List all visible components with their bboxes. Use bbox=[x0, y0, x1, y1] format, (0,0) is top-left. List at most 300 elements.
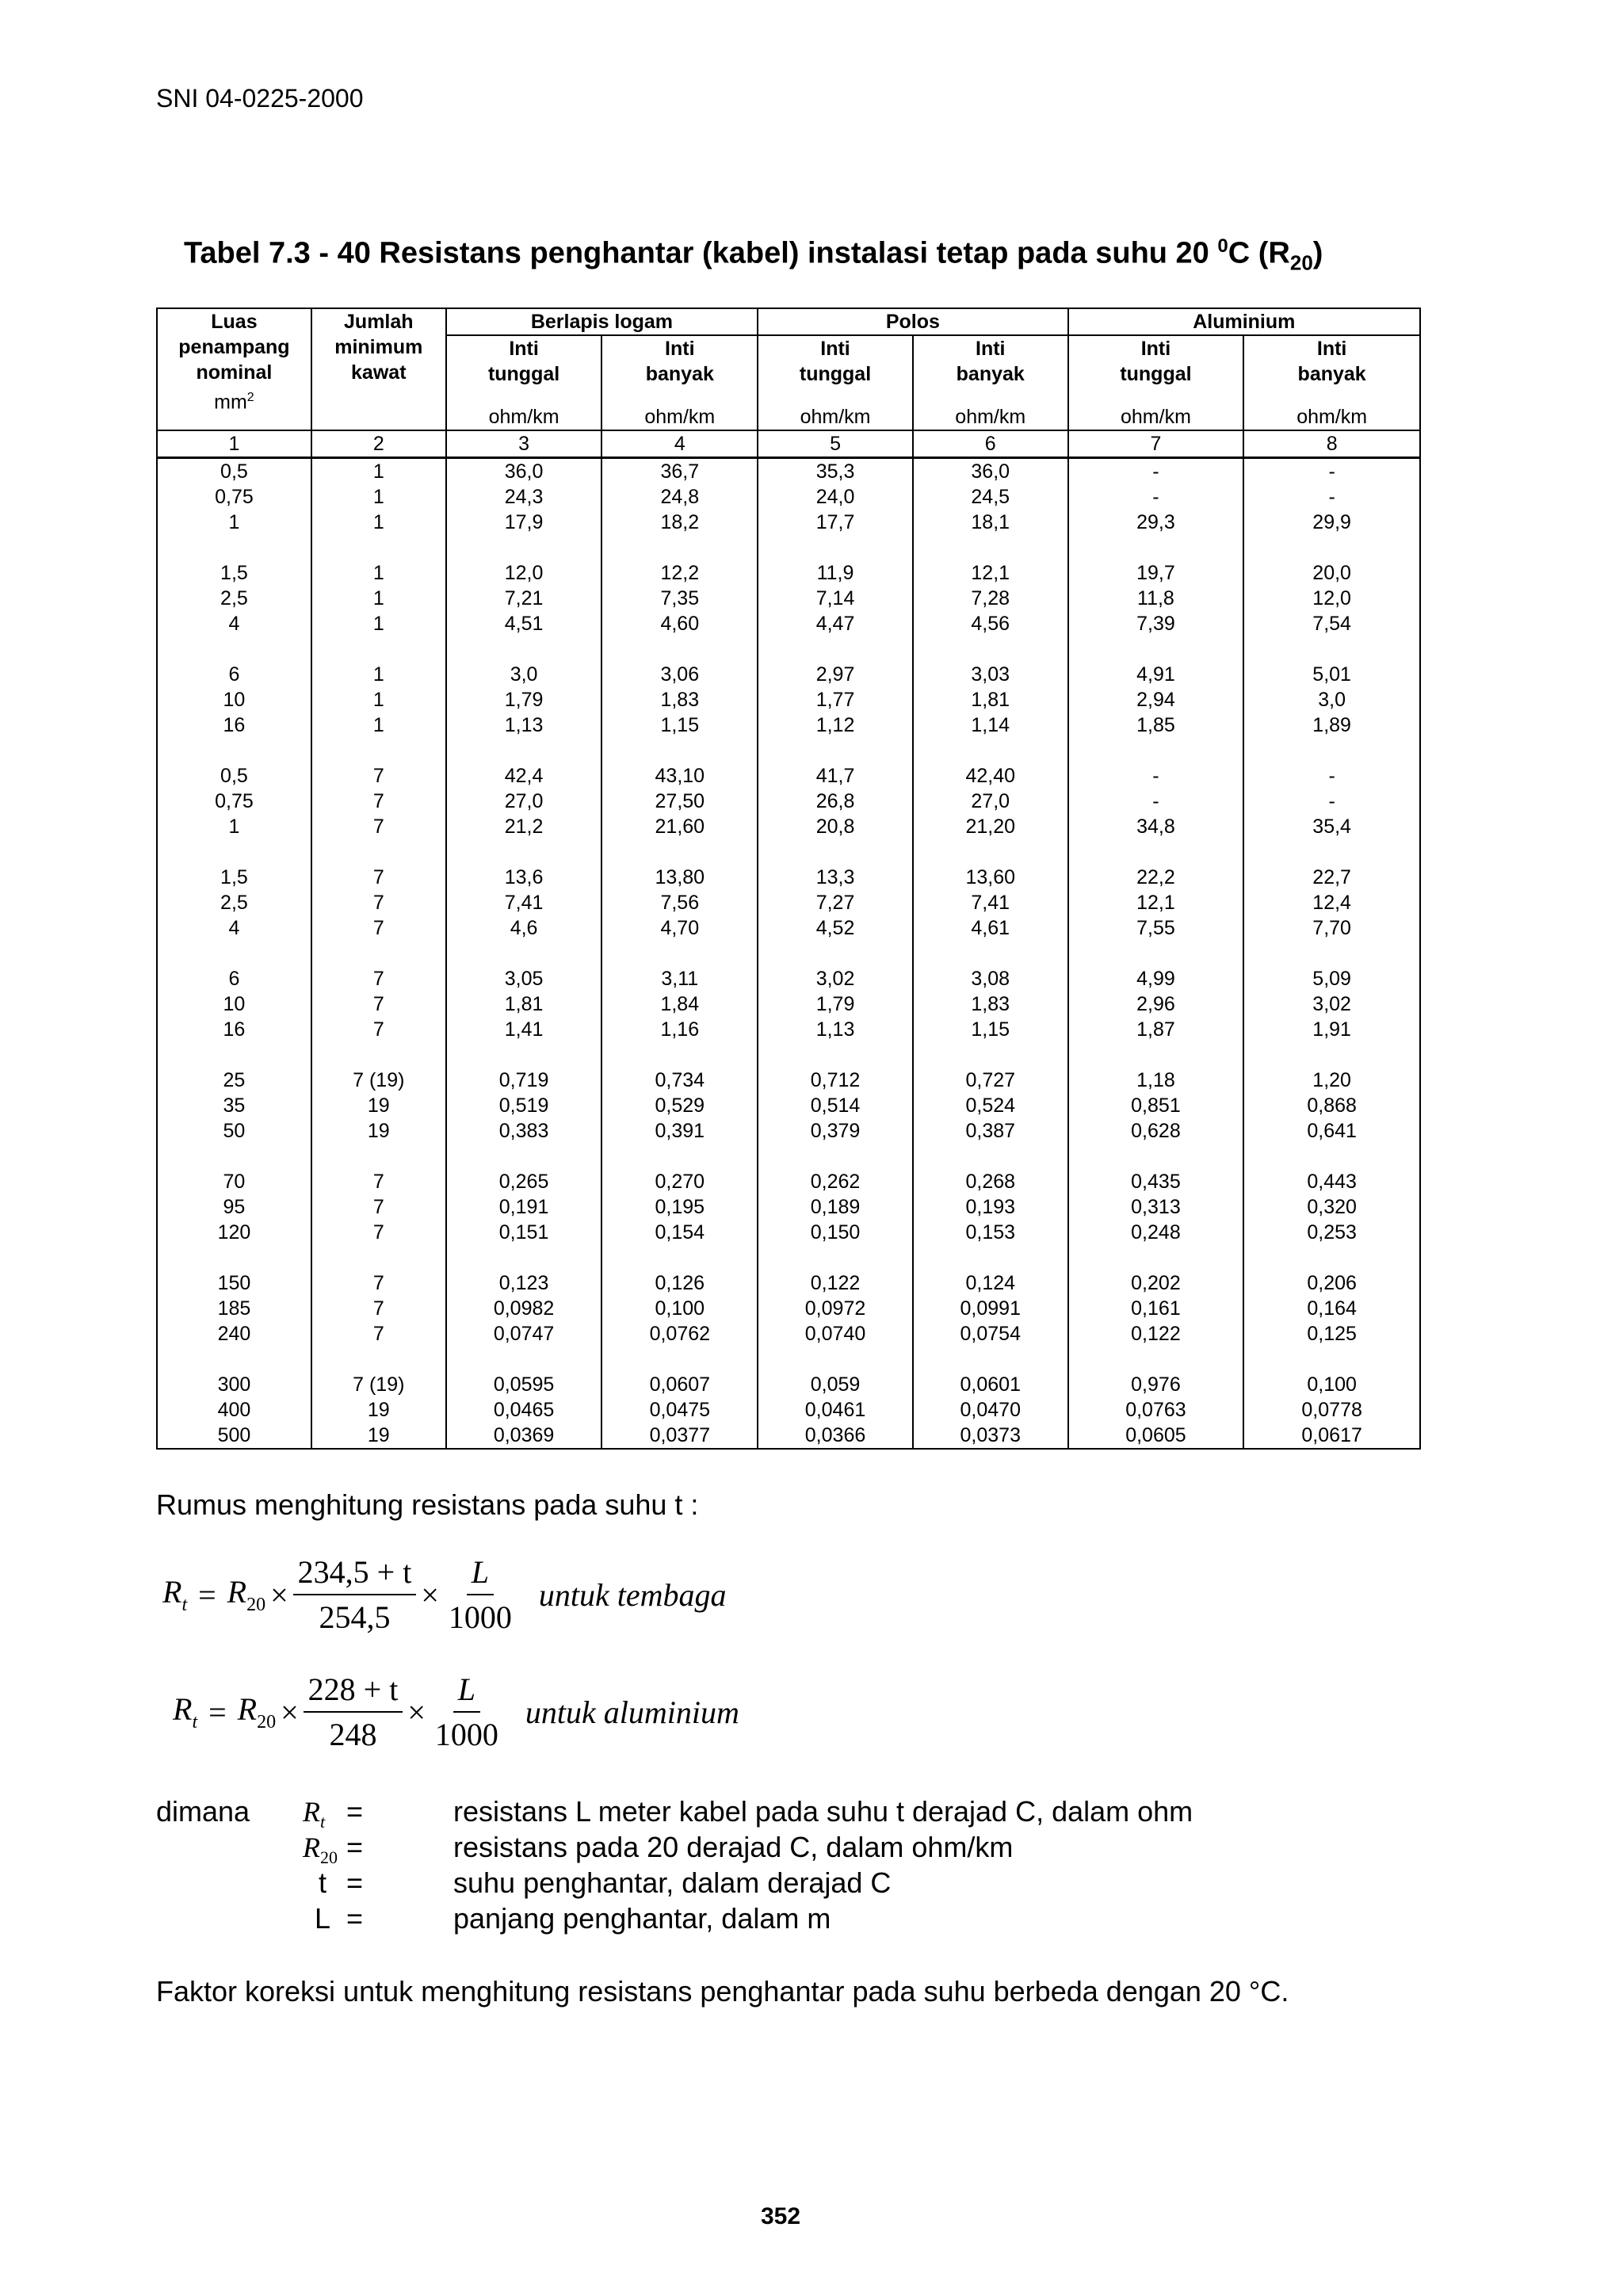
def-text-rt: resistans L meter kabel pada suhu t derajad C, dalam ohm bbox=[453, 1795, 1193, 1828]
spacer-cell bbox=[1243, 535, 1420, 560]
table-row bbox=[157, 865, 1420, 890]
def-equals: = bbox=[346, 1831, 364, 1863]
table-cell: 0,059 bbox=[758, 1372, 913, 1397]
spacer-cell bbox=[311, 941, 446, 966]
table-cell: 0,379 bbox=[758, 1118, 913, 1144]
definitions-label: dimana bbox=[156, 1795, 250, 1828]
resistance-table bbox=[156, 308, 1421, 1450]
table-cell: 4,91 bbox=[1068, 662, 1244, 687]
spacer-cell bbox=[601, 1245, 758, 1270]
group-spacer-row bbox=[157, 1245, 1420, 1270]
table-row bbox=[157, 1194, 1420, 1220]
colnum-1: 1 bbox=[157, 430, 311, 458]
table-cell: 0,0366 bbox=[758, 1423, 913, 1449]
table-cell: 4,70 bbox=[601, 915, 758, 941]
table-cell: 36,0 bbox=[446, 458, 602, 485]
header-luas bbox=[157, 308, 311, 430]
table-cell: 150 bbox=[157, 1270, 311, 1296]
spacer-cell bbox=[311, 1042, 446, 1068]
table-cell: 18,2 bbox=[601, 510, 758, 535]
table-cell: 7,27 bbox=[758, 890, 913, 915]
spacer-cell bbox=[758, 839, 913, 865]
formula-intro: Rumus menghitung resistans pada suhu t : bbox=[156, 1488, 699, 1521]
f1-num1: 234,5 + t bbox=[293, 1553, 417, 1595]
table-cell: 0,122 bbox=[758, 1270, 913, 1296]
table-cell: 27,0 bbox=[446, 789, 602, 814]
spacer-cell bbox=[601, 941, 758, 966]
table-cell: 29,9 bbox=[1243, 510, 1420, 535]
table-cell: 36,0 bbox=[913, 458, 1068, 485]
table-cell: 20,8 bbox=[758, 814, 913, 839]
spacer-cell bbox=[913, 1245, 1068, 1270]
f1-frac2 bbox=[444, 1553, 517, 1636]
table-cell: 12,1 bbox=[1068, 890, 1244, 915]
spacer-cell bbox=[1243, 1347, 1420, 1372]
formula-copper bbox=[162, 1553, 727, 1636]
table-row bbox=[157, 1270, 1420, 1296]
group-spacer-row bbox=[157, 1144, 1420, 1169]
table-cell: 4 bbox=[157, 611, 311, 636]
table-cell: 7,56 bbox=[601, 890, 758, 915]
table-cell: 0,313 bbox=[1068, 1194, 1244, 1220]
table-cell: 21,20 bbox=[913, 814, 1068, 839]
spacer-cell bbox=[157, 738, 311, 763]
header-jumlah-line1: Jumlah bbox=[344, 311, 414, 333]
table-cell: 7 bbox=[311, 789, 446, 814]
table-cell: 0,383 bbox=[446, 1118, 602, 1144]
table-cell: 11,8 bbox=[1068, 586, 1244, 611]
banyak-label: banyak bbox=[1297, 363, 1366, 385]
colnum-3: 3 bbox=[446, 430, 602, 458]
table-cell: - bbox=[1243, 484, 1420, 510]
table-row bbox=[157, 484, 1420, 510]
table-cell: 26,8 bbox=[758, 789, 913, 814]
table-row bbox=[157, 1118, 1420, 1144]
unit-col5: ohm/km bbox=[758, 404, 913, 430]
spacer-cell bbox=[758, 1245, 913, 1270]
table-cell: 7 bbox=[311, 915, 446, 941]
table-cell: 0,5 bbox=[157, 763, 311, 789]
table-cell: 3,02 bbox=[758, 966, 913, 991]
table-cell: 0,206 bbox=[1243, 1270, 1420, 1296]
table-cell: 3,08 bbox=[913, 966, 1068, 991]
spacer-cell bbox=[758, 1042, 913, 1068]
table-cell: 0,0475 bbox=[601, 1397, 758, 1423]
header-jumlah-line3: kawat bbox=[351, 361, 407, 384]
unit-col7: ohm/km bbox=[1068, 404, 1244, 430]
f2-r20 bbox=[238, 1690, 276, 1733]
table-cell: 11,9 bbox=[758, 560, 913, 586]
header-aluminium: Aluminium bbox=[1068, 308, 1420, 335]
f1-R: R bbox=[162, 1574, 182, 1610]
table-cell: 7,41 bbox=[913, 890, 1068, 915]
table-cell: 0,0605 bbox=[1068, 1423, 1244, 1449]
spacer-cell bbox=[446, 738, 602, 763]
f1-den1: 254,5 bbox=[319, 1599, 391, 1635]
table-cell: 0,628 bbox=[1068, 1118, 1244, 1144]
table-cell: 2,5 bbox=[157, 586, 311, 611]
table-cell: 1,77 bbox=[758, 687, 913, 712]
formula-aluminium bbox=[173, 1671, 739, 1753]
table-cell: 3,06 bbox=[601, 662, 758, 687]
table-cell: 7 bbox=[311, 991, 446, 1017]
inti-label: Inti bbox=[976, 338, 1006, 360]
table-cell: 16 bbox=[157, 712, 311, 738]
table-cell: 0,435 bbox=[1068, 1169, 1244, 1194]
table-cell: 0,734 bbox=[601, 1068, 758, 1093]
f2-equals: = bbox=[208, 1694, 227, 1730]
table-cell: 0,712 bbox=[758, 1068, 913, 1093]
table-row bbox=[157, 1423, 1420, 1449]
table-cell: 0,0595 bbox=[446, 1372, 602, 1397]
table-cell: 7 bbox=[311, 1194, 446, 1220]
header-col3 bbox=[446, 335, 602, 404]
unit-col6: ohm/km bbox=[913, 404, 1068, 430]
spacer-cell bbox=[913, 1144, 1068, 1169]
table-cell: 7,21 bbox=[446, 586, 602, 611]
table-cell: 43,10 bbox=[601, 763, 758, 789]
table-cell: 1,14 bbox=[913, 712, 1068, 738]
table-cell: 1,81 bbox=[913, 687, 1068, 712]
table-cell: 27,0 bbox=[913, 789, 1068, 814]
table-cell: 7,70 bbox=[1243, 915, 1420, 941]
table-cell: 1,83 bbox=[601, 687, 758, 712]
def-equals: = bbox=[346, 1902, 364, 1935]
table-cell: 34,8 bbox=[1068, 814, 1244, 839]
table-cell: 7 bbox=[311, 763, 446, 789]
table-cell: 2,94 bbox=[1068, 687, 1244, 712]
def-text-r20: resistans pada 20 derajad C, dalam ohm/km bbox=[453, 1831, 1014, 1863]
table-row bbox=[157, 560, 1420, 586]
table-cell: 41,7 bbox=[758, 763, 913, 789]
table-row bbox=[157, 1169, 1420, 1194]
table-cell: 18,1 bbox=[913, 510, 1068, 535]
spacer-cell bbox=[1243, 1144, 1420, 1169]
spacer-cell bbox=[446, 1144, 602, 1169]
f2-R20-R: R bbox=[237, 1691, 258, 1727]
f2-den1: 248 bbox=[329, 1717, 377, 1752]
spacer-cell bbox=[157, 1042, 311, 1068]
title-degree: 0 bbox=[1217, 235, 1228, 257]
table-cell: 4,47 bbox=[758, 611, 913, 636]
table-cell: 24,5 bbox=[913, 484, 1068, 510]
table-row bbox=[157, 1220, 1420, 1245]
table-cell: 1 bbox=[157, 814, 311, 839]
table-cell: 0,154 bbox=[601, 1220, 758, 1245]
table-cell: 1,89 bbox=[1243, 712, 1420, 738]
table-cell: 4,52 bbox=[758, 915, 913, 941]
table-cell: 7 bbox=[311, 1296, 446, 1321]
f2-num1: 228 + t bbox=[304, 1671, 403, 1713]
table-cell: 19 bbox=[311, 1118, 446, 1144]
f2-num2: L bbox=[453, 1671, 480, 1713]
table-cell: 6 bbox=[157, 662, 311, 687]
f2-times2: × bbox=[407, 1694, 426, 1730]
correction-factor-note: Faktor koreksi untuk menghitung resistans penghantar pada suhu berbeda dengan 20 °C. bbox=[156, 1975, 1289, 2008]
def-sym-R: R bbox=[303, 1796, 320, 1828]
table-cell: 0,248 bbox=[1068, 1220, 1244, 1245]
spacer-cell bbox=[311, 839, 446, 865]
def-sym-R: R bbox=[303, 1832, 320, 1863]
spacer-cell bbox=[311, 1245, 446, 1270]
inti-label: Inti bbox=[509, 338, 539, 360]
table-cell: 12,4 bbox=[1243, 890, 1420, 915]
group-spacer-row bbox=[157, 1042, 1420, 1068]
table-cell: 29,3 bbox=[1068, 510, 1244, 535]
tunggal-label: tunggal bbox=[799, 363, 872, 385]
table-cell: 0,262 bbox=[758, 1169, 913, 1194]
spacer-cell bbox=[758, 941, 913, 966]
spacer-cell bbox=[446, 1347, 602, 1372]
table-cell: 0,195 bbox=[601, 1194, 758, 1220]
spacer-cell bbox=[758, 636, 913, 662]
table-cell: 10 bbox=[157, 991, 311, 1017]
table-cell: 50 bbox=[157, 1118, 311, 1144]
f1-equals: = bbox=[198, 1576, 216, 1613]
table-cell: 1 bbox=[157, 510, 311, 535]
table-row bbox=[157, 915, 1420, 941]
spacer-cell bbox=[1068, 839, 1244, 865]
table-cell: 22,7 bbox=[1243, 865, 1420, 890]
table-cell: 185 bbox=[157, 1296, 311, 1321]
spacer-cell bbox=[311, 636, 446, 662]
spacer-cell bbox=[311, 535, 446, 560]
table-cell: 24,3 bbox=[446, 484, 602, 510]
colnum-5: 5 bbox=[758, 430, 913, 458]
table-cell: 42,40 bbox=[913, 763, 1068, 789]
spacer-cell bbox=[913, 738, 1068, 763]
table-row bbox=[157, 1017, 1420, 1042]
table-row bbox=[157, 586, 1420, 611]
table-cell: 0,320 bbox=[1243, 1194, 1420, 1220]
table-cell: 1 bbox=[311, 687, 446, 712]
def-equals: = bbox=[346, 1866, 364, 1899]
table-cell: 120 bbox=[157, 1220, 311, 1245]
table-cell: 0,161 bbox=[1068, 1296, 1244, 1321]
table-cell: 0,868 bbox=[1243, 1093, 1420, 1118]
table-cell: 35 bbox=[157, 1093, 311, 1118]
header-berlapis-logam: Berlapis logam bbox=[446, 308, 758, 335]
inti-label: Inti bbox=[1140, 338, 1171, 360]
inti-label: Inti bbox=[665, 338, 695, 360]
table-cell: - bbox=[1243, 458, 1420, 485]
table-cell: 19 bbox=[311, 1093, 446, 1118]
spacer-cell bbox=[913, 839, 1068, 865]
table-cell: 0,191 bbox=[446, 1194, 602, 1220]
table-cell: 0,0601 bbox=[913, 1372, 1068, 1397]
table-cell: 13,3 bbox=[758, 865, 913, 890]
table-cell: 0,851 bbox=[1068, 1093, 1244, 1118]
table-cell: 7,14 bbox=[758, 586, 913, 611]
def-text-l: panjang penghantar, dalam m bbox=[453, 1902, 831, 1935]
table-cell: 1,91 bbox=[1243, 1017, 1420, 1042]
table-cell: 4 bbox=[157, 915, 311, 941]
table-cell: 1 bbox=[311, 611, 446, 636]
table-cell: 1,15 bbox=[913, 1017, 1068, 1042]
table-cell: 7 bbox=[311, 1270, 446, 1296]
table-cell: 3,11 bbox=[601, 966, 758, 991]
table-cell: 0,529 bbox=[601, 1093, 758, 1118]
header-col4 bbox=[601, 335, 758, 404]
table-cell: 400 bbox=[157, 1397, 311, 1423]
spacer-cell bbox=[1068, 941, 1244, 966]
table-cell: 1,5 bbox=[157, 560, 311, 586]
table-cell: 0,0762 bbox=[601, 1321, 758, 1347]
group-spacer-row bbox=[157, 636, 1420, 662]
spacer-cell bbox=[913, 636, 1068, 662]
table-cell: 4,61 bbox=[913, 915, 1068, 941]
table-cell: 7 bbox=[311, 1169, 446, 1194]
spacer-cell bbox=[601, 839, 758, 865]
table-row bbox=[157, 458, 1420, 485]
table-cell: 5,09 bbox=[1243, 966, 1420, 991]
table-cell: 240 bbox=[157, 1321, 311, 1347]
inti-label: Inti bbox=[820, 338, 850, 360]
table-cell: 13,60 bbox=[913, 865, 1068, 890]
table-row bbox=[157, 1372, 1420, 1397]
table-cell: 7,35 bbox=[601, 586, 758, 611]
table-cell: - bbox=[1068, 789, 1244, 814]
table-cell: 1 bbox=[311, 662, 446, 687]
f1-R20-sub: 20 bbox=[246, 1595, 266, 1615]
group-spacer-row bbox=[157, 1347, 1420, 1372]
tunggal-label: tunggal bbox=[1120, 363, 1192, 385]
spacer-cell bbox=[601, 636, 758, 662]
table-row bbox=[157, 687, 1420, 712]
table-cell: 0,100 bbox=[601, 1296, 758, 1321]
unit-col3: ohm/km bbox=[446, 404, 602, 430]
spacer-cell bbox=[913, 1347, 1068, 1372]
table-cell: 1,12 bbox=[758, 712, 913, 738]
spacer-cell bbox=[1243, 1042, 1420, 1068]
f1-frac1 bbox=[293, 1553, 417, 1636]
def-sym-sub: 20 bbox=[320, 1847, 338, 1868]
table-cell: 0,391 bbox=[601, 1118, 758, 1144]
table-row bbox=[157, 1068, 1420, 1093]
spacer-cell bbox=[1068, 636, 1244, 662]
spacer-cell bbox=[913, 535, 1068, 560]
table-cell: 16 bbox=[157, 1017, 311, 1042]
table-cell: 0,0747 bbox=[446, 1321, 602, 1347]
table-cell: - bbox=[1243, 763, 1420, 789]
table-cell: - bbox=[1068, 763, 1244, 789]
table-cell: 7 bbox=[311, 966, 446, 991]
table-row bbox=[157, 1397, 1420, 1423]
table-cell: 21,60 bbox=[601, 814, 758, 839]
colnum-4: 4 bbox=[601, 430, 758, 458]
table-cell: 1,5 bbox=[157, 865, 311, 890]
f2-R: R bbox=[173, 1691, 193, 1727]
header-luas-line2: penampang bbox=[178, 336, 290, 358]
table-cell: 7 bbox=[311, 865, 446, 890]
table-cell: 27,50 bbox=[601, 789, 758, 814]
table-cell: 0,100 bbox=[1243, 1372, 1420, 1397]
table-row bbox=[157, 966, 1420, 991]
banyak-label: banyak bbox=[645, 363, 714, 385]
table-cell: 0,5 bbox=[157, 458, 311, 485]
colnum-6: 6 bbox=[913, 430, 1068, 458]
table-cell: 13,6 bbox=[446, 865, 602, 890]
spacer-cell bbox=[758, 1144, 913, 1169]
table-cell: 7 bbox=[311, 1321, 446, 1347]
table-cell: 3,03 bbox=[913, 662, 1068, 687]
table-cell: 0,0991 bbox=[913, 1296, 1068, 1321]
table-cell: 0,641 bbox=[1243, 1118, 1420, 1144]
table-cell: 7,41 bbox=[446, 890, 602, 915]
table-row bbox=[157, 814, 1420, 839]
table-cell: 0,268 bbox=[913, 1169, 1068, 1194]
table-cell: 0,125 bbox=[1243, 1321, 1420, 1347]
spacer-cell bbox=[601, 535, 758, 560]
table-cell: 1 bbox=[311, 560, 446, 586]
header-luas-unit bbox=[158, 385, 311, 415]
table-cell: 1,79 bbox=[758, 991, 913, 1017]
table-cell: 1,20 bbox=[1243, 1068, 1420, 1093]
table-cell: 0,976 bbox=[1068, 1372, 1244, 1397]
spacer-cell bbox=[1068, 1042, 1244, 1068]
title-subscript: 20 bbox=[1289, 250, 1313, 275]
table-cell: 0,202 bbox=[1068, 1270, 1244, 1296]
table-cell: 0,150 bbox=[758, 1220, 913, 1245]
table-cell: 1,13 bbox=[446, 712, 602, 738]
table-cell: 0,387 bbox=[913, 1118, 1068, 1144]
table-cell: 10 bbox=[157, 687, 311, 712]
spacer-cell bbox=[601, 738, 758, 763]
spacer-cell bbox=[1243, 941, 1420, 966]
table-cell: 0,0377 bbox=[601, 1423, 758, 1449]
table-cell: 3,05 bbox=[446, 966, 602, 991]
table-row bbox=[157, 1093, 1420, 1118]
f1-den2: 1000 bbox=[448, 1599, 512, 1635]
table-cell: 7 bbox=[311, 1220, 446, 1245]
table-cell: 4,99 bbox=[1068, 966, 1244, 991]
table-cell: 17,9 bbox=[446, 510, 602, 535]
table-cell: 0,0461 bbox=[758, 1397, 913, 1423]
table-cell: 7 (19) bbox=[311, 1372, 446, 1397]
table-cell: 3,0 bbox=[1243, 687, 1420, 712]
spacer-cell bbox=[1243, 1245, 1420, 1270]
table-cell: 1,83 bbox=[913, 991, 1068, 1017]
table-cell: 3,0 bbox=[446, 662, 602, 687]
f2-frac2 bbox=[430, 1671, 503, 1753]
table-cell: 500 bbox=[157, 1423, 311, 1449]
def-symbol-t: t bbox=[318, 1866, 327, 1899]
title-unit: C (R bbox=[1228, 236, 1290, 270]
table-cell: 0,126 bbox=[601, 1270, 758, 1296]
header-group-row bbox=[157, 308, 1420, 335]
f1-times: × bbox=[270, 1576, 288, 1613]
table-cell: 0,719 bbox=[446, 1068, 602, 1093]
table-cell: 2,97 bbox=[758, 662, 913, 687]
spacer-cell bbox=[311, 738, 446, 763]
table-cell: 0,0373 bbox=[913, 1423, 1068, 1449]
group-spacer-row bbox=[157, 738, 1420, 763]
header-mm-sup: 2 bbox=[246, 391, 254, 404]
table-cell: 0,0470 bbox=[913, 1397, 1068, 1423]
header-col8 bbox=[1243, 335, 1420, 404]
table-cell: 1,16 bbox=[601, 1017, 758, 1042]
table-cell: 0,0972 bbox=[758, 1296, 913, 1321]
f2-frac1 bbox=[304, 1671, 403, 1753]
table-cell: 0,0607 bbox=[601, 1372, 758, 1397]
table-title bbox=[184, 235, 1323, 275]
table-cell: 35,4 bbox=[1243, 814, 1420, 839]
table-cell: 1,15 bbox=[601, 712, 758, 738]
spacer-cell bbox=[913, 941, 1068, 966]
spacer-cell bbox=[1068, 1144, 1244, 1169]
def-symbol-r20 bbox=[303, 1831, 378, 1868]
table-cell: 1 bbox=[311, 510, 446, 535]
